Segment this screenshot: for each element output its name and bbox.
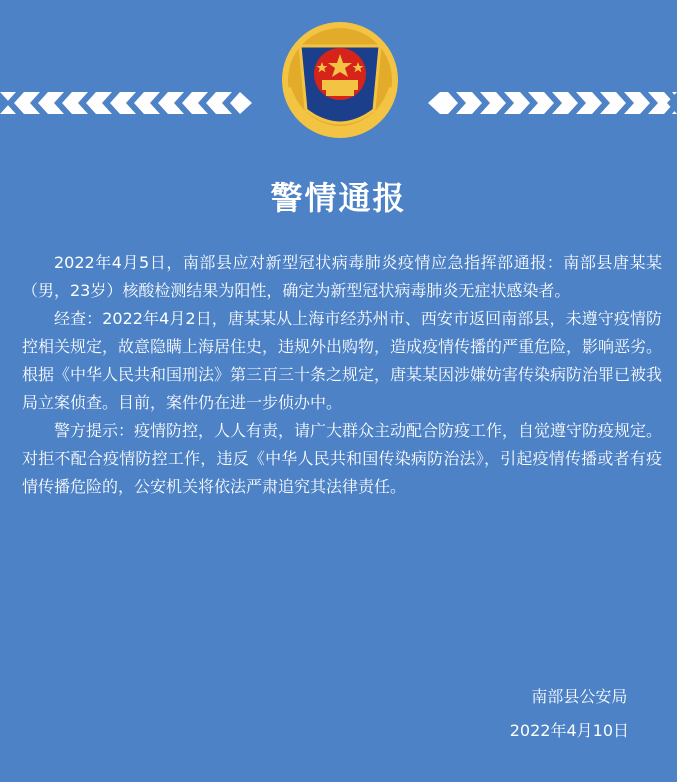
notice-title: 警情通报 <box>270 179 407 217</box>
police-emblem-icon <box>278 18 402 142</box>
issue-date: 2022年4月10日 <box>509 721 629 740</box>
issuing-organization: 南部县公安局 <box>531 687 628 706</box>
chevron-wing-icon <box>418 88 677 118</box>
signature-block <box>510 680 629 748</box>
paragraph-investigation: 经查：2022年4月2日，唐某某从上海市经苏州市、西安市返回南部县，未遵守疫情防控相关规定，故意隐瞒上海居住史，违规外出购物，造成疫情传播的严重危险，影响恶劣。根据《中华人民共和国刑法》第三百三十条之规定，唐某某因涉嫌妨害传染病防治罪已被我局立案侦查。目前，案件仍在进一步侦办中。 <box>22 309 663 412</box>
paragraph-police-reminder: 警方提示：疫情防控，人人有责，请广大群众主动配合防疫工作，自觉遵守防疫规定。对拒不配合疫情防控工作，违反《中华人民共和国传染病防治法》，引起疫情传播或者有疫情传播危险的，公安机关将依法严肃追究其法律责任。 <box>22 421 663 496</box>
chevron-wing-icon <box>0 88 262 118</box>
paragraph-announcement: 2022年4月5日，南部县应对新型冠状病毒肺炎疫情应急指挥部通报：南部县唐某某（男，23岁）核酸检测结果为阳性，确定为新型冠状病毒肺炎无症状感染者。 <box>22 253 662 300</box>
header-banner <box>0 0 677 160</box>
notice-body <box>22 249 662 501</box>
